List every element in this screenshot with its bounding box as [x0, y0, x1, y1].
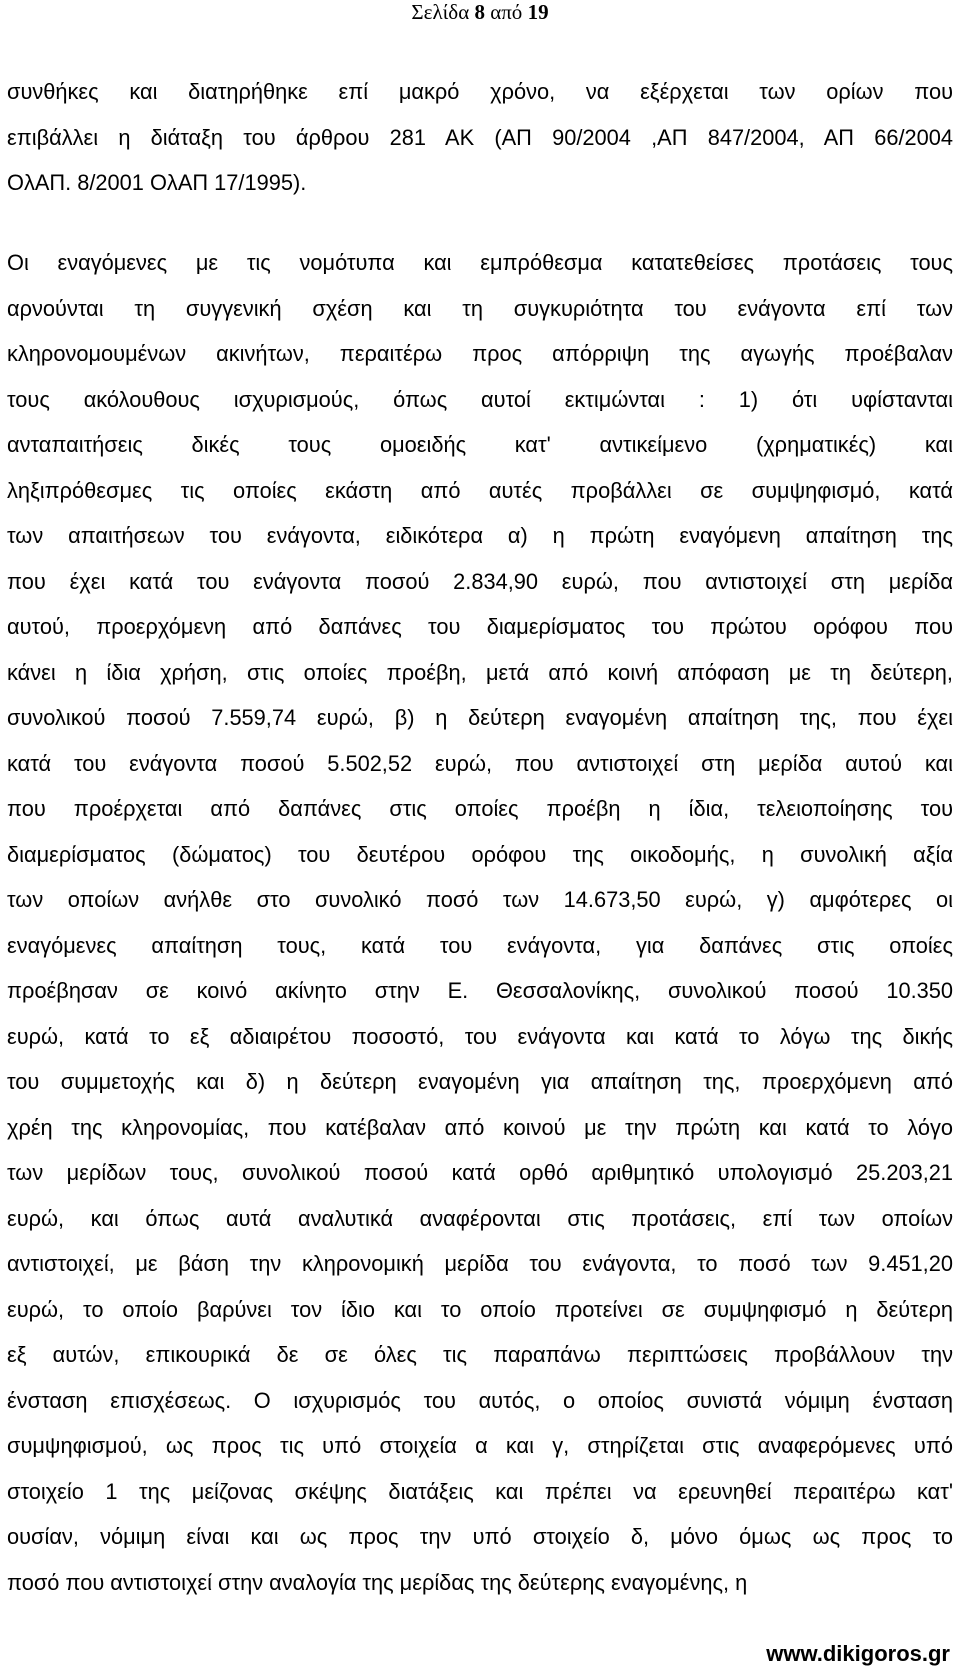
text-line: στοιχείο 1 της μείζονας σκέψης διατάξεις και πρέπει να ερευνηθεί περαιτέρω κατ': [7, 1478, 953, 1504]
text-line: ευρώ, και όπως αυτά αναλυτικά αναφέρονται στις προτάσεις, επί των οποίων: [7, 1205, 953, 1231]
text-line: που έχει κατά του ενάγοντα ποσού 2.834,90 ευρώ, που αντιστοιχεί στη μερίδα: [7, 568, 953, 594]
text-line: διαμερίσματος (δώματος) του δευτέρου ορόφου της οικοδομής, η συνολική αξία: [7, 841, 953, 867]
text-line: ευρώ, το οποίο βαρύνει τον ίδιο και το οποίο προτείνει σε συμψηφισμό η δεύτερη: [7, 1296, 953, 1322]
text-line: αυτού, προερχόμενη από δαπάνες του διαμερίσματος του πρώτου ορόφου που: [7, 614, 953, 639]
text-line: των οποίων ανήλθε στο συνολικό ποσό των 14.673,50 ευρώ, γ) αμφότερες οι: [7, 887, 953, 912]
text-line: συνολικού ποσού 7.559,74 ευρώ, β) η δεύτερη εναγομένη απαίτηση της, που έχει: [7, 705, 953, 730]
text-line: ΟλΑΠ. 8/2001 ΟλΑΠ 17/1995).: [7, 170, 307, 195]
text-line: των μερίδων τους, συνολικού ποσού κατά ορθό αριθμητικό υπολογισμό 25.203,21: [7, 1160, 953, 1185]
text-line: προέβησαν σε κοινό ακίνητο στην Ε. Θεσσαλονίκης, συνολικού ποσού 10.350: [7, 978, 953, 1003]
page-of-label: από: [490, 0, 523, 24]
text-line: συμψηφισμού, ως προς τις υπό στοιχεία α και γ, στηρίζεται στις αναφερόμενες υπό: [7, 1433, 953, 1458]
text-line: ουσίαν, νόμιμη είναι και ως προς την υπό στοιχείο δ, μόνο όμως ως προς το: [7, 1524, 953, 1549]
text-line: Οι εναγόμενες με τις νομότυπα και εμπρόθεσμα κατατεθείσες προτάσεις τους: [7, 250, 953, 275]
text-line: κληρονομουμένων ακινήτων, περαιτέρω προς απόρριψη της αγωγής προέβαλαν: [7, 341, 953, 366]
text-line: που προέρχεται από δαπάνες στις οποίες προέβη η ίδια, τελειοποίησης του: [7, 796, 953, 821]
text-line: αρνούνται τη συγγενική σχέση και τη συγκυριότητα του ενάγοντα επί των: [7, 295, 953, 321]
text-line: ένσταση επισχέσεως. Ο ισχυρισμός του αυτός, ο οποίος συνιστά νόμιμη ένσταση: [7, 1387, 953, 1413]
text-line: του συμμετοχής και δ) η δεύτερη εναγομένη για απαίτηση της, προερχόμενη από: [7, 1069, 953, 1094]
text-line: ποσό που αντιστοιχεί στην αναλογία της μερίδας της δεύτερης εναγομένης, η: [7, 1569, 748, 1595]
text-line: συνθήκες και διατηρήθηκε επί μακρό χρόνο, να εξέρχεται των ορίων που: [7, 79, 953, 104]
text-line: τους ακόλουθους ισχυρισμούς, όπως αυτοί εκτιμώνται : 1) ότι υφίστανται: [7, 386, 953, 412]
current-page-number: 8: [474, 0, 485, 24]
total-pages-number: 19: [527, 0, 549, 24]
page-label: Σελίδα: [411, 0, 470, 24]
text-line: των απαιτήσεων του ενάγοντα, ειδικότερα α) η πρώτη εναγόμενη απαίτηση της: [7, 523, 953, 548]
page-header: [0, 0, 960, 24]
text-line: εναγόμενες απαίτηση τους, κατά του ενάγοντα, για δαπάνες στις οποίες: [7, 932, 953, 958]
text-line: ανταπαιτήσεις δικές τους ομοειδής κατ' αντικείμενο (χρηματικές) και: [7, 432, 953, 457]
text-line: χρέη της κληρονομίας, που κατέβαλαν από κοινού με την πρώτη και κατά το λόγο: [7, 1114, 953, 1140]
footer-site-link[interactable]: www.dikigoros.gr: [766, 1641, 950, 1666]
paragraph-2: [7, 240, 953, 1605]
paragraph-1: [7, 69, 953, 206]
text-line: κατά του ενάγοντα ποσού 5.502,52 ευρώ, που αντιστοιχεί στη μερίδα αυτού και: [7, 750, 953, 776]
text-line: ληξιπρόθεσμες τις οποίες εκάστη από αυτές προβάλλει σε συμψηφισμό, κατά: [7, 477, 953, 503]
text-line: επιβάλλει η διάταξη του άρθρου 281 ΑΚ (ΑΠ 90/2004 ,ΑΠ 847/2004, ΑΠ 66/2004: [7, 124, 953, 150]
text-line: ευρώ, κατά το εξ αδιαιρέτου ποσοστό, του ενάγοντα και κατά το λόγω της δικής: [7, 1023, 953, 1049]
text-line: αντιστοιχεί, με βάση την κληρονομική μερίδα του ενάγοντα, το ποσό των 9.451,20: [7, 1251, 953, 1276]
text-line: εξ αυτών, επικουρικά δε σε όλες τις παραπάνω περιπτώσεις προβάλλουν την: [7, 1342, 953, 1367]
text-line: κάνει η ίδια χρήση, στις οποίες προέβη, μετά από κοινή απόφαση με τη δεύτερη,: [7, 659, 953, 685]
